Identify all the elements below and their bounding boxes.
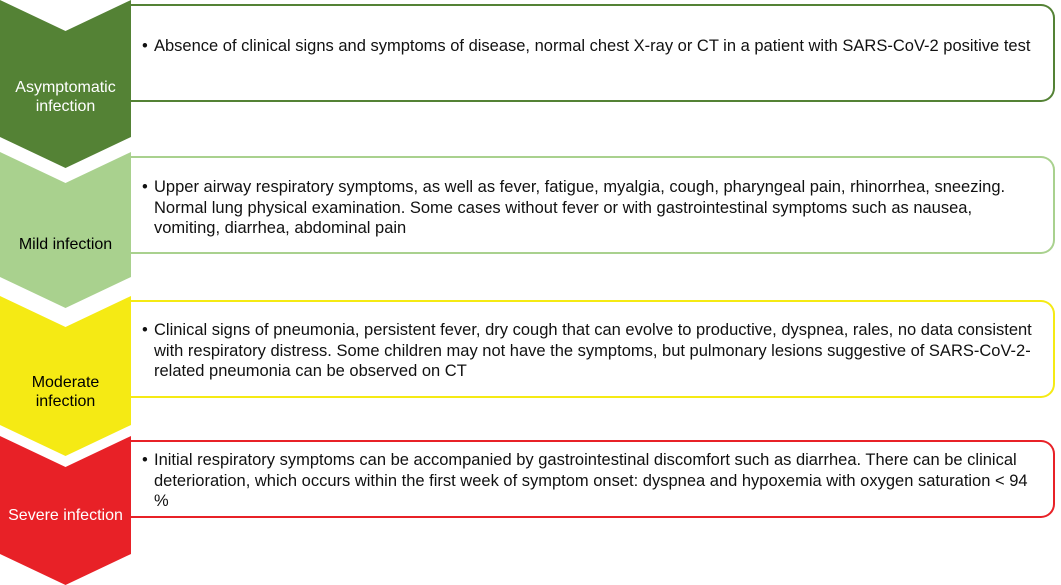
bullet: • (142, 37, 148, 55)
stage-chevron-moderate (0, 296, 131, 456)
stage-label: Mild infection (18, 236, 113, 253)
stage-description-box (130, 156, 1055, 254)
stage-description: Clinical signs of pneumonia, persistent fever, dry cough that can evolve to productive, dyspnea, rales, no data consistent with respiratory distress. Some children may not have the symptoms, but pulmonary lesions suggestive of SARS-CoV-2-related pneumonia can be observed on CT (154, 321, 1032, 380)
stage-description: Initial respiratory symptoms can be accompanied by gastrointestinal discomfort such as diarrhea. There can be clinical deterioration, which occurs within the first week of symptom onset: dyspnea and hypoxemia with oxygen saturation < 94 % (154, 451, 1028, 510)
stage-chevron-severe (0, 436, 131, 585)
stage-description-box (130, 440, 1055, 518)
stage-chevron-mild (0, 152, 131, 308)
stage-label: Moderate infection (31, 374, 100, 410)
stage-chevron-asymptomatic (0, 0, 131, 168)
stage-label: Severe infection (8, 507, 123, 524)
bullet: • (142, 178, 148, 196)
stage-description: Absence of clinical signs and symptoms of disease, normal chest X-ray or CT in a patient with SARS-CoV-2 positive test (154, 37, 1031, 55)
chevron-shape (0, 152, 131, 308)
stage-label: Asymptomatic infection (15, 79, 116, 115)
stage-description-box (130, 300, 1055, 398)
bullet: • (142, 451, 148, 469)
stage-description-box (130, 4, 1055, 102)
bullet: • (142, 321, 148, 339)
stage-description: Upper airway respiratory symptoms, as well as fever, fatigue, myalgia, cough, pharyngeal pain, rhinorrhea, sneezing. Normal lung physical examination. Some cases without fever or with gastrointestinal symptoms such as nausea, vomiting, diarrhea, abdominal pain (154, 178, 1006, 237)
